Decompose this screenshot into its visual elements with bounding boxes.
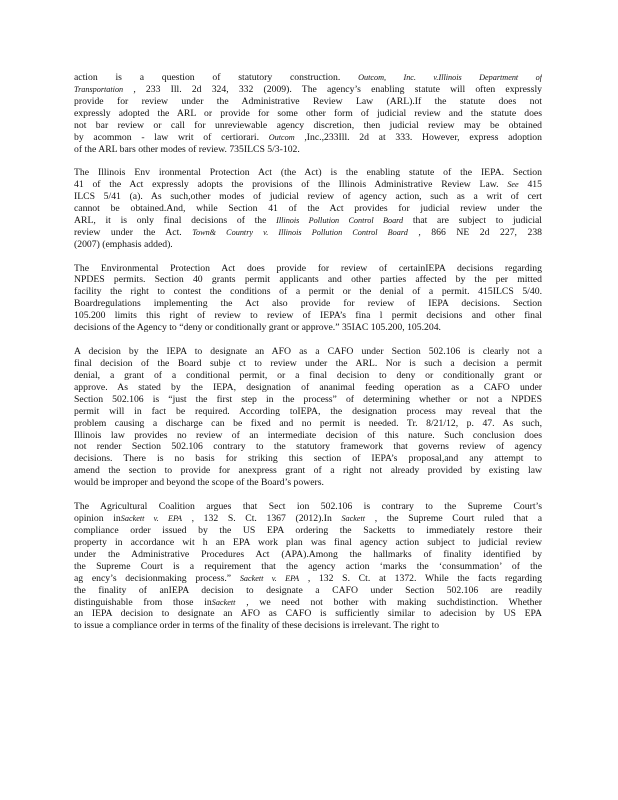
text-line [74,620,542,632]
text-segment: final decision of the Board subje ct to review under the ARL. Nor is such a decision a permit [74,357,542,369]
text-line [74,585,542,597]
text-segment: not bar review or call for unreviewable agency discretion, then judicial review may be obtained [74,119,542,131]
text-line [74,597,542,609]
text-line [74,322,542,334]
citation-text: Sackett [341,513,366,523]
text-line [74,191,542,203]
text-segment: decisions of the Agency to “deny or conditionally grant or approve.” 35IAC 105.200, 105.204. [74,322,441,334]
text-segment: opinion in [74,512,121,524]
text-line [74,561,542,573]
text-line [74,286,542,298]
text-line [74,608,542,620]
text-line [74,167,542,179]
citation-text: See [507,180,519,190]
text-line [74,72,542,84]
text-segment: provide for review under the Administrative Review Law (ARL).If the statute does not [74,95,542,107]
text-segment: , 233 Ill. 2d 324, 332 (2009). The agency’s enabling statute will often expressly [123,83,542,95]
text-line [74,525,542,537]
text-segment: the finality of anIEPA decision to designate a CAFO under Section 502.106 are readily [74,584,542,596]
text-line [74,239,542,251]
text-line [74,263,542,275]
text-segment: property in accordance wit h an EPA work plan was final agency action subject to judicial review [74,536,542,548]
text-segment: The Illinois Env ironmental Protection Act (the Act) is the enabling statute of the IEPA. Section [74,167,542,179]
text-segment: distinguishable from those in [74,596,212,608]
text-line [74,549,542,561]
text-line [74,179,542,191]
text-line [74,394,542,406]
citation-text: Illinois Pollution Control Board [276,216,404,226]
text-segment: approve. As stated by the IEPA, designation of ananimal feeding operation as a CAFO under [74,381,542,393]
text-segment: the Supreme Court is a requirement that the agency action ‘marks the ‘consummation’ of the [74,560,542,572]
text-segment: an IEPA decision to designate an AFO as CAFO is sufficiently similar to adecision by US EPA [74,608,542,620]
text-segment: not render Section 502.106 contrary to the statutory framework that governs review of agency [74,441,542,453]
text-segment: decisions. There is no basis for striking this section of IEPA’s proposal,and any attempt to [74,453,542,465]
text-segment: by acommon - law writ of certiorari. [74,131,269,143]
text-segment: permit will in fact be required. According toIEPA, the designation process may reveal that the [74,405,542,417]
text-segment: ILCS 5/41 (a). As such,other modes of judicial review of agency action, such as a writ of cert [74,191,542,203]
text-line [74,144,542,156]
text-segment: ,Inc.,233Ill. 2d at 333. However, express adoption [294,131,542,143]
text-segment: ARL, it is only final decisions of the [74,215,277,227]
text-segment: expressly adopted the ARL or provide for some other form of judicial review and the statute does [74,107,542,119]
text-line [74,370,542,382]
text-line [74,430,542,442]
text-segment: review under the Act. [74,227,193,239]
text-segment: 41 of the Act expressly adopts the provisions of the Illinois Administrative Review Law. [74,179,508,191]
text-segment: amend the section to provide for anexpress grant of a right not already provided by existing law [74,465,542,477]
text-segment: that are subject to judicial [403,215,542,227]
text-segment: under the Administrative Procedures Act (APA).Among the hallmarks of finality identified by [74,548,542,560]
text-line [74,537,542,549]
text-segment: denial, a grant of a conditional permit, or a final decision to deny or conditionally grant or [74,369,542,381]
text-segment: NPDES permits. Section 40 grants permit applicants and other parties affected by the per mitted [74,274,542,286]
text-segment: action is a question of statutory construction. [74,72,359,83]
text-line [74,203,542,215]
text-line [74,108,542,120]
text-segment: The Agricultural Coalition argues that Sect ion 502.106 is contrary to the Supreme Court’s [74,500,542,512]
text-segment: 415 [518,179,542,191]
text-segment: Illinois law provides no review of an intermediate decision of this nature. Such conclusion does [74,429,542,441]
paragraph [74,167,542,251]
document-body [74,72,542,644]
paragraph [74,263,542,335]
text-line [74,84,542,96]
text-line [74,120,542,132]
text-segment: , 866 NE 2d 227, 238 [407,227,542,239]
text-line [74,465,542,477]
text-segment: Boardregulations implementing the Act also provide for review of IEPA decisions. Section [74,298,542,310]
text-line [74,358,542,370]
text-segment: problem causing a discharge can be fixed and no permit is needed. Tr. 8/21/12, p. 47. As such, [74,417,542,429]
text-line [74,477,542,489]
text-segment: compliance order issued by the US EPA ordering the Sacketts to immediately restore their [74,524,542,536]
text-segment: , 132 S. Ct. at 1372. While the facts regarding [299,572,542,584]
text-line [74,573,542,585]
citation-text: Sackett v. EPA [239,573,300,583]
paragraph [74,346,542,489]
text-line [74,441,542,453]
text-line [74,310,542,322]
text-line [74,298,542,310]
text-segment: to issue a compliance order in terms of the finality of these decisions is irrelevant. The right to [74,620,440,632]
text-line [74,215,542,227]
text-segment: facility the right to contest the conditions of a permit or the denial of a permit. 415ILCS 5/40. [74,286,542,298]
text-line [74,382,542,394]
text-segment: 105.200 limits this right of review to review of IEPA’s fina l permit decisions and other final [74,310,542,322]
citation-text: Town& Country v. Illinois Pollution Control Board [192,228,408,238]
text-segment: Section 502.106 is “just the first step in the process” of determining whether or not a NPDES [74,393,542,405]
text-segment: ag ency’s decisionmaking process.” [74,572,240,584]
text-line [74,274,542,286]
text-line [74,96,542,108]
text-segment: , the Supreme Court ruled that a [365,512,542,524]
citation-text: Sackett [211,597,236,607]
text-segment: (2007) (emphasis added). [74,238,173,250]
text-segment: , we need not bother with making suchdistinction. Whether [235,596,542,608]
text-segment: of the ARL bars other modes of review. 735ILCS 5/3-102. [74,143,300,155]
paragraph [74,72,542,156]
text-segment: cannot be obtained.And, while Section 41 of the Act provides for judicial review under the [74,203,542,215]
text-line [74,406,542,418]
text-line [74,513,542,525]
text-line [74,132,542,144]
text-line [74,453,542,465]
citation-text: Transportation [74,84,124,94]
paragraph [74,501,542,632]
citation-text: Outcom [268,132,295,142]
citation-text: Outcom, Inc. v.Illinois Department of [358,73,542,82]
text-segment: would be improper and beyond the scope of the Board’s powers. [74,477,324,489]
text-segment: The Environmental Protection Act does provide for review of certainIEPA decisions regarding [74,262,542,274]
text-line [74,501,542,513]
text-line [74,418,542,430]
text-segment: A decision by the IEPA to designate an AFO as a CAFO under Section 502.106 is clearly not a [74,345,542,357]
citation-text: Sackett v. EPA [120,513,182,523]
text-segment: , 132 S. Ct. 1367 (2012).In [181,512,342,524]
text-line [74,346,542,358]
text-line [74,227,542,239]
